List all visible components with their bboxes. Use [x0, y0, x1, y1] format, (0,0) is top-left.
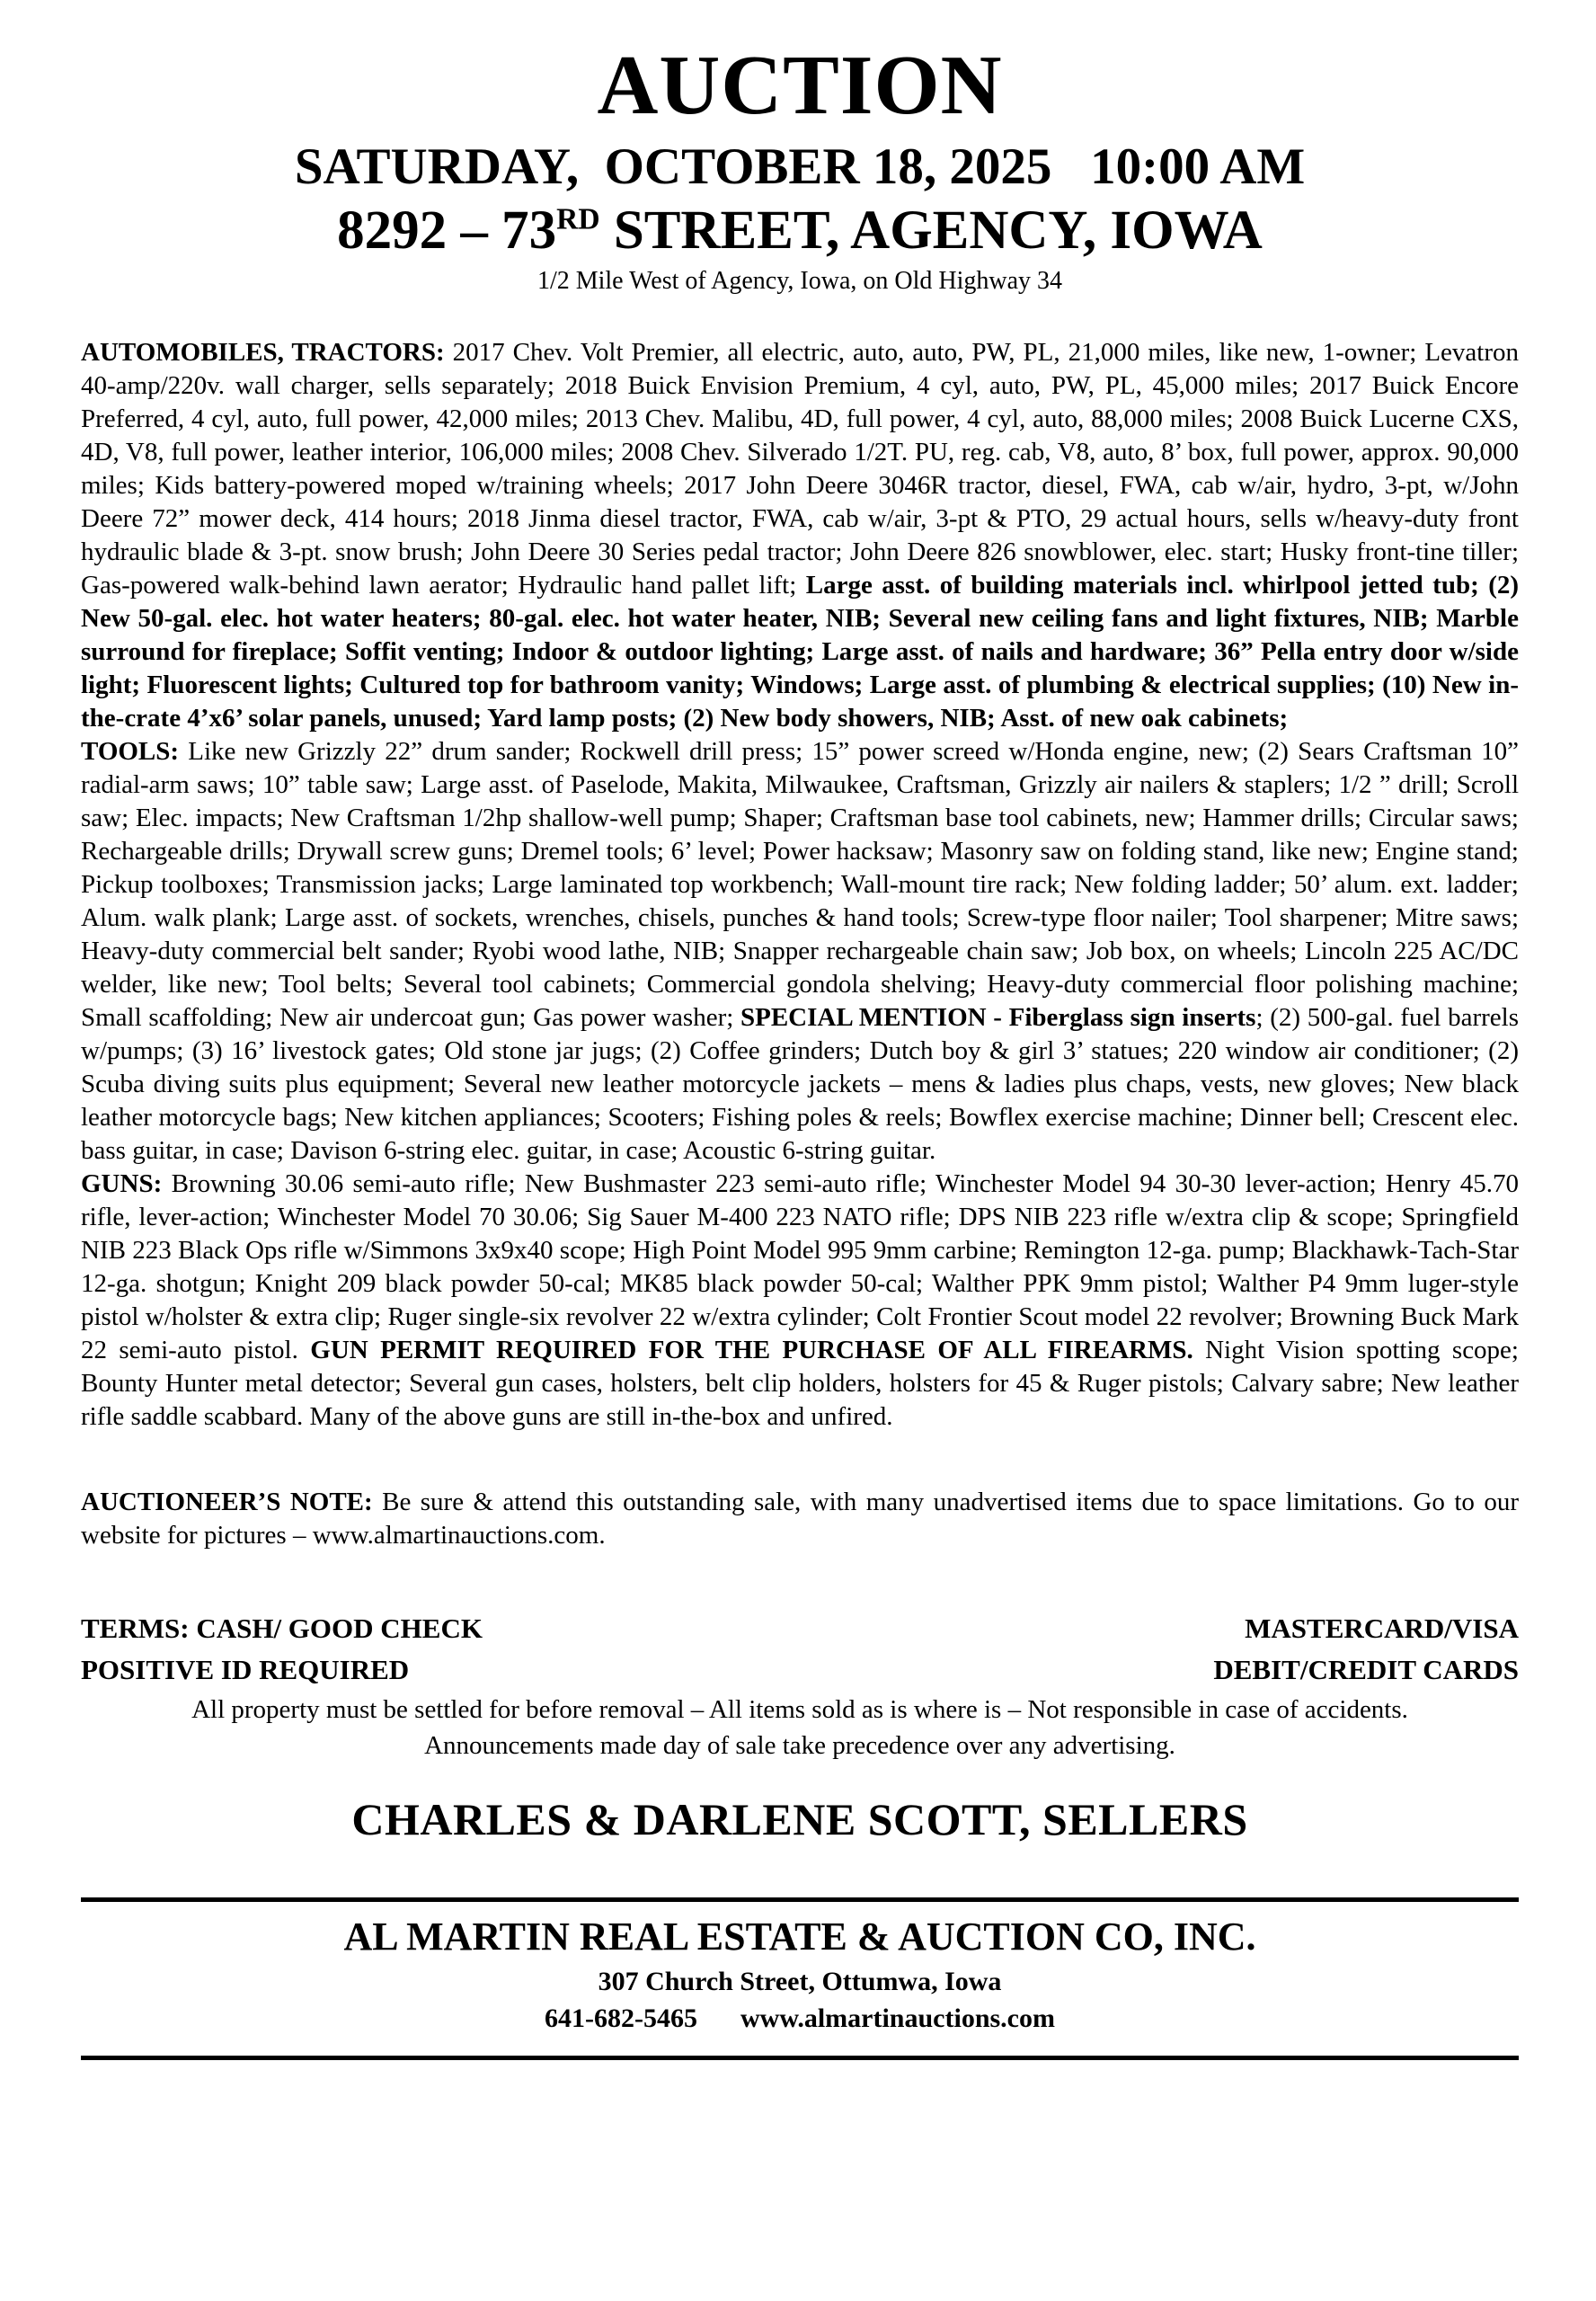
auction-company-address: 307 Church Street, Ottumwa, Iowa: [598, 1966, 1002, 1996]
guns-paragraph-bold-run: GUN PERMIT REQUIRED FOR THE PURCHASE OF ALL FIREARMS.: [310, 1336, 1206, 1365]
terms-id-line: POSITIVE ID REQUIRED: [81, 1654, 410, 1686]
terms-block: [81, 1608, 1519, 1691]
page-title: AUCTION: [597, 39, 1003, 132]
terms-debit-line: DEBIT/CREDIT CARDS: [1213, 1654, 1519, 1686]
auction-company-website: www.almartinauctions.com: [740, 2003, 1055, 2033]
guns-paragraph-text-run: Night Vision spotting scope; Bounty Hunter metal detector; Several gun cases, holsters, belt clip holders, holsters for 45 & Ruger pistols; Calvary sabre; New leather rifle saddle scabbard. Many of the above guns are still in-the-box and unfired.: [81, 1336, 1519, 1432]
announcements-disclaimer: Announcements made day of sale take precedence over any advertising.: [424, 1731, 1175, 1761]
automobiles-tractors-paragraph-text-run: 2017 Chev. Volt Premier, all electric, auto, auto, PW, PL, 21,000 miles, like new, 1-owner; Levatron 40-amp/220v. wall charger, sells separately; 2018 Buick Envision Premium, 4 cyl, auto, PW, PL, 45,000 miles; 2017 Buick Encore Preferred, 4 cyl, auto, full power, 42,000 miles; 2013 Chev. Malibu, 4D, full power, 4 cyl, auto, 88,000 miles; 2008 Buick Lucerne CXS, 4D, V8, full power, leather interior, 106,000 miles; 2008 Chev. Silverado 1/2T. PU, reg. cab, V8, auto, 8’ box, full power, approx. 90,000 miles; Kids battery-powered moped w/training wheels; 2017 John Deere 3046R tractor, diesel, FWA, cab w/air, hydro, 3-pt, w/John Deere 72” mower deck, 414 hours; 2018 Jinma diesel tractor, FWA, cab w/air, 3-pt & PTO, 29 actual hours, sells w/heavy-duty front hydraulic blade & 3-pt. snow brush; John Deere 30 Series pedal tractor; John Deere 826 snowblower, elec. start; Husky front-tine tiller; Gas-powered walk-behind lawn aerator; Hydraulic hand pallet lift;: [81, 338, 1519, 600]
terms-mastercard-line: MASTERCARD/VISA: [1245, 1612, 1519, 1645]
automobiles-tractors-paragraph-bold-run: Large asst. of building materials incl. whirlpool jetted tub; (2) New 50-gal. elec. hot water heaters; 80-gal. elec. hot water heater, NIB; Several new ceiling fans and light fixtures, NIB; Marble surround for fireplace; Soffit venting; Indoor & outdoor lighting; Large asst. of nails and hardware; 36” Pella entry door w/side light; Fluorescent lights; Cultured top for bathroom vanity; Windows; Large asst. of plumbing & electrical supplies; (10) New in-the-crate 4’x6’ solar panels, unused; Yard lamp posts; (2) New body showers, NIB; Asst. of new oak cabinets;: [81, 571, 1520, 733]
sale-address-ordinal: RD: [556, 203, 600, 237]
tools-paragraph-text-run: Like new Grizzly 22” drum sander; Rockwell drill press; 15” power screed w/Honda engine, new; (2) Sears Craftsman 10” radial-arm saws; 10” table saw; Large asst. of Paselode, Makita, Milwaukee, Craftsman, Grizzly air nailers & staplers; 1/2 ” drill; Scroll saw; Elec. impacts; New Craftsman 1/2hp shallow-well pump; Shaper; Craftsman base tool cabinets, new; Hammer drills; Circular saws; Rechargeable drills; Drywall screw guns; Dremel tools; 6’ level; Power hacksaw; Masonry saw on folding stand, like new; Engine stand; Pickup toolboxes; Transmission jacks; Large laminated top workbench; Wall-mount tire rack; New folding ladder; 50’ alum. ext. ladder; Alum. walk plank; Large asst. of sockets, wrenches, chisels, punches & hand tools; Screw-type floor nailer; Tool sharpener; Mitre saws; Heavy-duty commercial belt sander; Ryobi wood lathe, NIB; Snapper rechargeable chain saw; Job box, on wheels; Lincoln 225 AC/DC welder, like new; Tool belts; Several tool cabinets; Commercial gondola shelving; Heavy-duty commercial floor polishing machine; Small scaffolding; New air undercoat gun; Gas power washer;: [81, 737, 1520, 1033]
automobiles-tractors-paragraph: [81, 336, 1519, 735]
auctioneers-note: [81, 1486, 1519, 1552]
terms-cash-line: TERMS: CASH/ GOOD CHECK: [81, 1612, 483, 1645]
sale-address: [81, 200, 1519, 261]
terms-left-column: [81, 1608, 483, 1691]
auctioneers-note-text: Be sure & attend this outstanding sale, with many unadvertised items due to space limitations. Go to our website for pictures – www.almartinauctions.com.: [81, 1488, 1519, 1550]
settlement-disclaimer: All property must be settled for before removal – All items sold as is where is – Not responsible in case of accidents.: [191, 1695, 1408, 1725]
guns-paragraph-text-run: Browning 30.06 semi-auto rifle; New Bushmaster 223 semi-auto rifle; Winchester Model 94 30-30 lever-action; Henry 45.70 rifle, lever-action; Winchester Model 70 30.06; Sig Sauer M-400 223 NATO rifle; DPS NIB 223 rifle w/extra clip & scope; Springfield NIB 223 Black Ops rifle w/Simmons 3x9x40 scope; High Point Model 995 9mm carbine; Remington 12-ga. pump; Blackhawk-Tach-Star 12-ga. shotgun; Knight 209 black powder 50-cal; MK85 black powder 50-cal; Walther PPK 9mm pistol; Walther P4 9mm luger-style pistol w/holster & extra clip; Ruger single-six revolver 22 w/extra cylinder; Colt Frontier Scout model 22 revolver; Browning Buck Mark 22 semi-auto pistol.: [81, 1169, 1519, 1365]
guns-paragraph-bold-run: GUNS:: [81, 1169, 172, 1199]
automobiles-tractors-paragraph-bold-run: AUTOMOBILES, TRACTORS:: [81, 338, 453, 368]
tools-paragraph-bold-run: SPECIAL MENTION - Fiberglass sign inserts: [740, 1003, 1256, 1033]
tools-paragraph-text-run: ; (2) 500-gal. fuel barrels w/pumps; (3) 16’ livestock gates; Old stone jar jugs; (2) Coffee grinders; Dutch boy & girl 3’ statues; 220 window air conditioner; (2) Scuba diving suits plus equipment; Several new leather motorcycle jackets – mens & ladies plus chaps, vests, new gloves; New black leather motorcycle bags; New kitchen appliances; Scooters; Fishing poles & reels; Bowflex exercise machine; Dinner bell; Crescent elec. bass guitar, in case; Davison 6-string elec. guitar, in case; Acoustic 6-string guitar.: [81, 1003, 1519, 1166]
sale-address-street: STREET, AGENCY, IOWA: [599, 200, 1263, 262]
footer-bottom-rule: [81, 2056, 1519, 2060]
guns-paragraph: [81, 1168, 1519, 1434]
terms-right-column: [1213, 1608, 1519, 1691]
auction-company-name: AL MARTIN REAL ESTATE & AUCTION CO, INC.: [343, 1915, 1256, 1959]
sale-address-number: 8292 – 73: [337, 200, 557, 262]
tools-paragraph-bold-run: TOOLS:: [81, 737, 189, 767]
sellers-line: CHARLES & DARLENE SCOTT, SELLERS: [351, 1794, 1248, 1845]
sale-directions: 1/2 Mile West of Agency, Iowa, on Old Highway 34: [536, 267, 1063, 296]
tools-paragraph: [81, 735, 1519, 1168]
auction-company-phone: 641-682-5465: [545, 2003, 697, 2033]
auctioneers-note-label: AUCTIONEER’S NOTE:: [81, 1488, 383, 1517]
footer-top-rule: [81, 1897, 1519, 1902]
body-paragraphs: [81, 336, 1519, 1434]
sale-datetime: SATURDAY, OCTOBER 18, 2025 10:00 AM: [294, 138, 1306, 195]
auction-company-contact: [81, 2001, 1519, 2036]
